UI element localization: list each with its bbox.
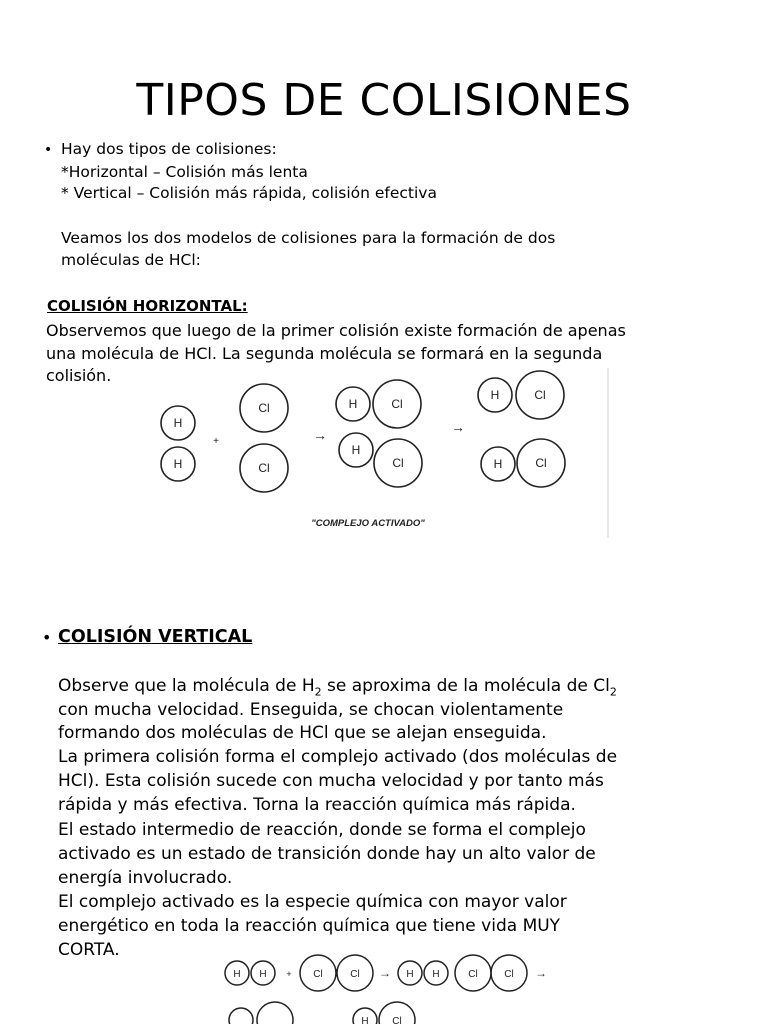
horizontal-collision-diagram: [140, 360, 620, 540]
cl-label: Cl: [392, 456, 404, 470]
vertical-line: La primera colisión forma el complejo activado (dos moléculas de: [58, 747, 618, 767]
cl-label: Cl: [534, 388, 546, 402]
cl-label: Cl: [313, 969, 323, 980]
horizontal-heading: COLISIÓN HORIZONTAL:: [47, 297, 248, 315]
vertical-line: CORTA.: [58, 940, 120, 960]
h-label: H: [233, 969, 241, 980]
cl-label: Cl: [258, 461, 270, 475]
cl-label: Cl: [392, 1016, 402, 1024]
vertical-heading: COLISIÓN VERTICAL: [58, 627, 253, 647]
cl-label: Cl: [535, 456, 547, 470]
horizontal-line: colisión.: [46, 366, 112, 385]
plus-sign: +: [213, 436, 219, 447]
plus-sign: +: [286, 969, 292, 979]
vertical-line: formando dos moléculas de HCl que se alejan enseguida.: [58, 723, 547, 743]
cl-label: Cl: [350, 969, 360, 980]
h-atom: [229, 1008, 253, 1024]
cl-label: Cl: [468, 969, 478, 980]
cl-label: Cl: [391, 397, 403, 411]
cl-label: Cl: [504, 969, 514, 980]
h-label: H: [348, 397, 358, 411]
h-label: H: [361, 1016, 369, 1024]
h-label: H: [432, 969, 440, 980]
arrow-icon: →: [535, 966, 547, 980]
vertical-line: HCl). Esta colisión sucede con mucha velocidad y por tanto más: [58, 771, 604, 791]
intro-line: moléculas de HCl:: [61, 251, 201, 269]
h-label: H: [259, 969, 267, 980]
h-label: H: [173, 416, 183, 430]
h-label: H: [490, 388, 500, 402]
bullet-vertical: •: [42, 628, 52, 647]
vertical-line: energía involucrado.: [58, 868, 233, 888]
vertical-line: energético en toda la reacción química que tiene vida MUY: [58, 916, 561, 936]
h-label: H: [351, 443, 361, 457]
arrow-icon: →: [451, 419, 465, 435]
arrow-icon: →: [379, 966, 391, 980]
vertical-line: activado es un estado de transición donde hay un alto valor de: [58, 844, 596, 864]
cl-atom: [257, 1002, 293, 1024]
h-label: H: [493, 457, 503, 471]
horizontal-line: una molécula de HCl. La segunda molécula se formará en la segunda: [46, 344, 603, 363]
slide-title: TIPOS DE COLISIONES: [136, 75, 632, 127]
h-label: H: [173, 457, 183, 471]
intro-line: * Vertical – Colisión más rápida, colisión efectiva: [61, 184, 437, 202]
vertical-line-1: Observe que la molécula de $H_2$ se aproxima de la molécula de $Cl_2$: [58, 676, 617, 699]
intro-line: Hay dos tipos de colisiones:: [61, 140, 277, 158]
vertical-line: rápida y más efectiva. Torna la reacción química más rápida.: [58, 795, 576, 815]
vertical-line: con mucha velocidad. Enseguida, se chocan violentamente: [58, 700, 564, 720]
diagram-caption: "COMPLEJO ACTIVADO": [311, 518, 425, 529]
vertical-line: El estado intermedio de reacción, donde se forma el complejo: [58, 820, 586, 840]
arrow-icon: →: [313, 427, 327, 443]
vertical-collision-diagram: [215, 940, 555, 1024]
intro-line: Veamos los dos modelos de colisiones para la formación de dos: [61, 229, 556, 247]
vertical-line: El complejo activado es la especie química con mayor valor: [58, 892, 567, 912]
h-label: H: [406, 969, 414, 980]
cl-label: Cl: [258, 401, 270, 415]
horizontal-line: Observemos que luego de la primer colisión existe formación de apenas: [46, 321, 626, 340]
bullet-intro: •: [44, 142, 53, 158]
intro-line: *Horizontal – Colisión más lenta: [61, 163, 308, 181]
